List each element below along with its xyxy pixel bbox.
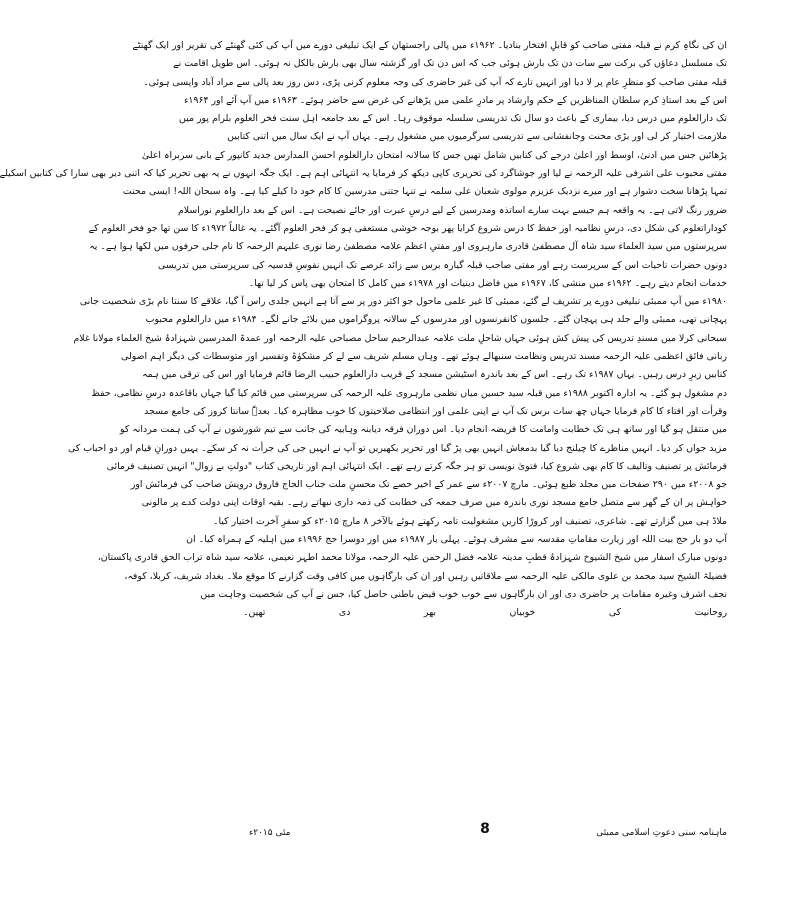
text-line: ضرور رنگ لاتی ہے۔ یہ واقعہ ہم جیسے بہت سارے اساتذہ ومدرسین کے لیے درسِ عبرت اور جائے نصیحت ہے۔ اس کے بعد دارالعلوم نوراسلام [178, 204, 727, 216]
text-line: فرمائش پر تصنیف وتالیف کا کام بھی شروع کیا، فتویٰ نویسی تو ہر جگہ کرتے رہے تھے۔ ایک انتہائی اہم اور تاریخی کتاب "دولتِ بے زوال" انہیں تصنیف فرمائی [106, 460, 727, 472]
text-line: دم مشغول ہو گئے۔ یہ ادارہ اکتوبر ۱۹۸۸ء میں قبلہ سید حسین میاں نظمی مارہروی علیہ الرحمہ کی سرپرستی میں قائم کیا گیا جہاں باقاعدہ درسِ نظامی، حفظ [91, 387, 727, 399]
text-line: دونوں حضرات تاحیات اس کے سرپرست رہے اور مفتی صاحب قبلہ گیارہ برس سے زائد عرصے تک انہیں نفوسِ قدسیہ کی سرپرستی میں تدریسی [158, 259, 727, 271]
text-line: سبحانی کرلا میں مسندِ تدریس کی پیش کش ہوئی جہاں شاحلِ ملت علامہ عبدالرحیم ساحل مصباحی علیہ الرحمہ اور عمدۃ المدرسین شہزادۂ شیخ العلماء مولانا غلام [73, 332, 727, 344]
text-line: تک دارالعلوم میں درس دیا، بیماری کے باعث دو سال تک تدریسی سلسلہ موقوف رہا۔ اس کے بعد جامعہ اہل سنت فخر العلوم بلرام پور میں [179, 113, 727, 125]
text-line: نجف اشرف وغیرہ مقامات پر حاضری دی اور ان بارگاہوں سے خوب خوب فیض باطنی حاصل کیا، جس نے آپ کی شخصیت وجاہت میں [200, 588, 727, 600]
text-line: ملاڈ ہی میں گزارتے تھے۔ شاعری، تصنیف اور کروڑا کاریں مشغولیت تامہ رکھتے ہوئے بالآخر ۸ مارچ ۲۰۱۵ء کو سفرِ آخرت اختیار کیا۔ [212, 515, 727, 527]
page-footer [243, 823, 727, 843]
text-line: آپ دو بار حج بیت اللہ اور زیارت مقاماتِ مقدسہ سے مشرف ہوئے۔ پہلی بار ۱۹۸۷ء میں اور دوسرا حج ۱۹۹۶ء میں اہلیہ کے ہمراہ کیا۔ ان [186, 534, 727, 546]
text-line: میں منتقل ہو گیا اور ساتھ ہی تک خطابت وامامت کا فریضہ انجام دیا۔ اس دوران فرقہ دیابنہ وہابیہ کی جانب سے تیم شورشوں نے آپ کی ہمت مردانہ کو [120, 424, 727, 436]
text-line: وقرأت اور افتاء کا کام فرمایا جہاں چھ سات برس تک آپ نے اپنی علمی اور انتظامی صلاحیتوں کا خوب مظاہرہ کیا۔ بعدہٗ سانتا کروز کی جامع مسجد [144, 405, 727, 417]
text-line: کتابیں زیرِ درس رہیں۔ یہاں ۱۹۸۷ء تک رہے۔ اس کے بعد باندرہ اسٹیشن مسجد کے قریب دارالعلوم حبیب الرضا قائم فرمایا اور اس کی ترقی میں ہمہ [142, 369, 727, 381]
magazine-name: ماہنامہ سنی دعوتِ اسلامی ممبئی [596, 828, 727, 838]
page-number: 8 [480, 821, 490, 837]
text-line: جو ۲۰۰۸ء میں ۲۹۰ صفحات میں مجلد طبع ہوئی۔ مارچ ۲۰۰۷ء سے عمر کے اخیر حصے تک محسنِ ملت جناب الحاج فاروق درویش صاحب کی فرمائش اور [130, 479, 727, 491]
text-line: مفتی محبوب علی اشرفی علیہ الرحمہ نے لیا اور جوشاگرد کی تحریری کاپی دیکھ کر فرمایا یہ انتہائی اہم ہے۔ ایک جگہ انہوں نے یہ بھی تحریر کیا کہ اتنی دیر بھی سارا کی کتابیں اسکیلے [0, 168, 727, 180]
text-line: قبلہ مفتی صاحب کو منظرِ عام پر لا دیا اور انہیں تارے کہ آپ کی غیر حاضری کی وجہ معلوم کرنی پڑی، دس روز بعد پالی سے مراد آباد واپسی ہوئی۔ [143, 76, 727, 88]
text-line: تک مسلسل دعاؤں کی برکت سے سات دن تک بارش ہوئی جب کہ اس دن تک اور گزشتہ سال بھی بارش بالکل نہ ہوئی۔ اس طویل اقامت نے [173, 58, 727, 70]
text-line: پہچانی تھی، ممبئی والے جلد ہی پہچان گئے۔ جلسوں کانفرنسوں اور مدرسوں کے سالانہ پروگراموں میں بلائے جانے لگے۔ ۱۹۸۴ء میں دارالعلوم محبوب [145, 314, 727, 326]
text-line: خواہش پر ان کے گھر سے متصل جامع مسجد نوری باندرہ میں صرف جمعہ کی خطابت کی ذمہ داری نبھاتے رہے۔ بقیہ اوقات اپنی دولت کدے پر مالونی [141, 497, 727, 509]
text-line: مزید جواں کر دیا۔ انہیں مناظرے کا چیلنج دیا گیا بدمعاش انہیں بھی پڑ گیا اور تحریر بکھیریں تو آپ نے انہیں جی کی جرأت نہ کر سکے۔ یہیں دورانِ قیام اور دو احباب کی [67, 442, 727, 454]
text-line: تمہا پڑھانا سخت دشوار ہے اور میرے نزدیک عزیزم مولوی شعبان علی سلمہ نے تنہا جتنی مدرسین کا کام خود دا کیلے کیا ہے۔ واہ سبحان اللہ! ایسی محنت [122, 186, 727, 198]
text-line: ان کی نگاہِ کرم نے قبلہ مفتی صاحب کو قابلِ افتخار بنادیا۔ ۱۹۶۲ء میں پالی راجستھان کے ایک تبلیغی دورے میں آپ کی کئی گھنٹے کی تقریر اور ایک گھنٹے [132, 40, 727, 51]
text-line: ملازمت اختیار کر لی اور بڑی محنت وجانفشانی سے تدریسی سرگرمیوں میں مشغول رہے۔ یہاں آپ نے ایک سال میں اتنی کتابیں [227, 131, 727, 143]
text-line: فضیلۃ الشیخ سید محمد بن علوی مالکی علیہ الرحمہ سے ملاقاتیں رہیں اور ان کی بارگاہوں میں کافی وقت گزارنے کا موقع ملا۔ بغداد شریف، کربلا، کوفہ، [124, 570, 727, 582]
text-line: اس کے بعد استاذِ کرم سلطان المناظرین کے حکم وارشاد پر مادرِ علمی میں پڑھانے کی غرض سے حاضر ہوئے۔ ۱۹۶۳ء میں آپ آئے اور ۱۹۶۴ء [183, 94, 727, 106]
text-line: روحانیت کی خوبیاں بھر دی تھیں۔ [243, 607, 727, 619]
text-line: دونوں مبارک اسفار میں شیخ الشیوخ شہزادۂ قطبِ مدینہ علامہ فضل الرحمن علیہ الرحمہ، مولانا محمد اطہر نعیمی، علامہ سید شاہ تراب الحق قادری پاکستان، [97, 552, 727, 564]
text-line: کوداراتعلوم کی شکل دی، درسِ نظامیہ اور حفظ کا درس شروع کرایا پھر بوجہ خوشی مستعفی ہو کر فخر العلوم آگئے۔ یہ غالباً ۱۹۷۲ء کا سن تھا جو فخر العلوم کے [88, 222, 727, 234]
text-line: ربانی فائق اعظمی علیہ الرحمہ مسند تدریس ونظامت سنبھالے ہوئے تھے۔ وہاں مسلم شریف سے لے کر مشکوٰۃ وتفسیر اور متوسطات کی دیگر اہم اصولی [121, 351, 727, 363]
issue-date: مئی ۲۰۱۵ء [249, 828, 291, 838]
text-line: سرپرستوں میں سید العلماء سید شاہ آل مصطفیٰ قادری مارہروی اور مفتیِ اعظم علامہ مصطفیٰ رضا نوری علیہم الرحمہ کا نام جلی حرفوں میں لکھا ہوا ہے۔ یہ [89, 241, 727, 253]
text-line: پڑھائیں جس میں ادنیٰ، اوسط اور اعلیٰ درجے کی کتابیں شامل تھیں جس کا سالانہ امتحان دارالعلوم احسن المدارس جدید کانپور کے بانی سربراہ اعلیٰ [141, 149, 727, 161]
text-line: خدمات انجام دیتے رہے۔ ۱۹۶۲ء میں منشی کا، ۱۹۶۷ء میں فاضل دینیات اور ۱۹۷۸ء میں کامل کا امتحان بھی پاس کر لیا تھا۔ [248, 277, 727, 289]
text-line: ۱۹۸۰ء میں آپ ممبئی تبلیغی دورے پر تشریف لے گئے، ممبئی کا غیر علمی ماحول جو اکثر دور پر سے آتا ہے انہیں جلدی راس آ گیا، علاقے کا سنتا نام بڑی شخصیت جانی [79, 296, 727, 308]
article-body [0, 37, 727, 623]
